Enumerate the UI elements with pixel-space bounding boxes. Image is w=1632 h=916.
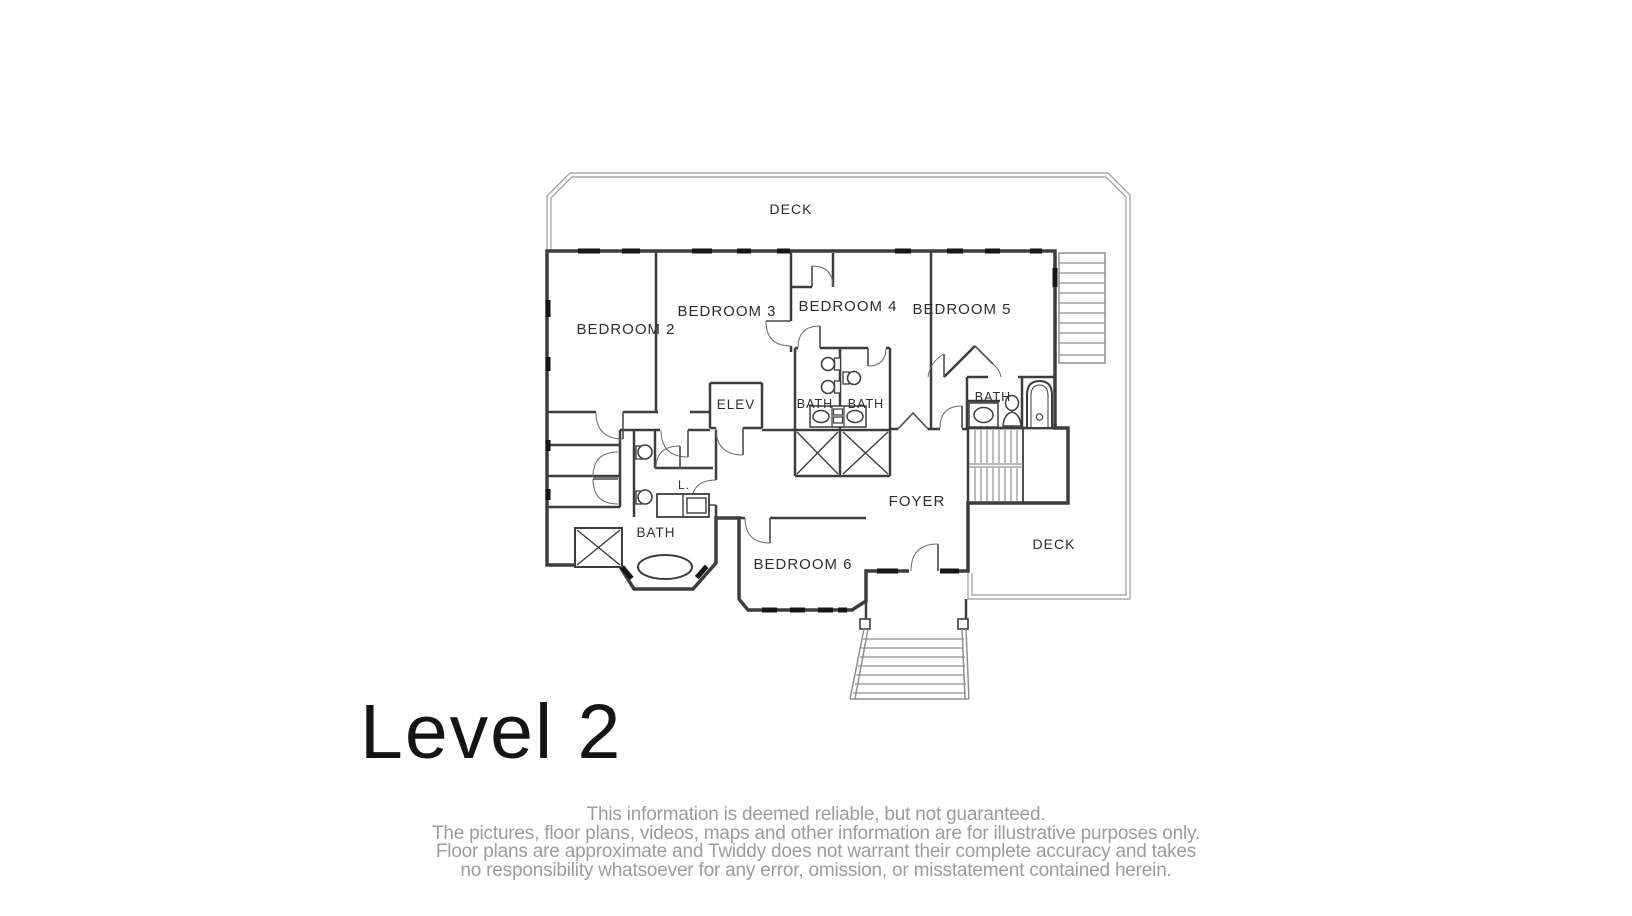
room-label-bath-left: BATH	[796, 397, 834, 411]
room-label-foyer: FOYER	[888, 493, 946, 510]
toilet-icon	[638, 445, 652, 459]
exterior-stairs-right	[1059, 253, 1105, 363]
disclaimer-line: Floor plans are approximate and Twiddy does not warrant their complete accuracy and takes	[435, 841, 1197, 862]
room-label-bedroom-2: BEDROOM 2	[576, 321, 676, 338]
disclaimer	[0, 806, 1632, 880]
disclaimer-line: no responsibility whatsoever for any error, omission, or misstatement contained herein.	[460, 859, 1172, 881]
room-label-deck-right: DECK	[1032, 536, 1076, 552]
page-title: Level 2	[360, 689, 623, 775]
room-label-deck-top: DECK	[769, 201, 813, 217]
room-label-bath-master: BATH	[636, 525, 676, 540]
sink-icon	[687, 498, 706, 513]
room-label-elevator: ELEV	[716, 397, 756, 412]
entry-stairs	[850, 599, 969, 699]
bathtub-icon	[638, 555, 692, 579]
room-label-bedroom-4: BEDROOM 4	[798, 298, 898, 315]
room-label-bedroom-5: BEDROOM 5	[912, 301, 1012, 318]
room-label-linen: L.	[677, 478, 691, 492]
interior-walls	[547, 251, 1055, 518]
room-label-bath-bedroom5: BATH	[974, 390, 1012, 404]
room-label-bedroom-6: BEDROOM 6	[753, 556, 853, 573]
disclaimer-line: This information is deemed reliable, but not guaranteed.	[586, 804, 1046, 825]
shower-x-icon	[797, 432, 888, 474]
interior-stairs	[968, 428, 1068, 503]
bath5-fixtures	[969, 381, 1052, 427]
toilet-icon	[638, 490, 652, 504]
disclaimer-line: The pictures, floor plans, videos, maps and other information are for illustrative purposes only.	[431, 822, 1201, 844]
room-label-bedroom-3: BEDROOM 3	[677, 303, 777, 320]
deck-door-opening	[909, 566, 940, 575]
room-label-bath-right: BATH	[847, 397, 885, 411]
